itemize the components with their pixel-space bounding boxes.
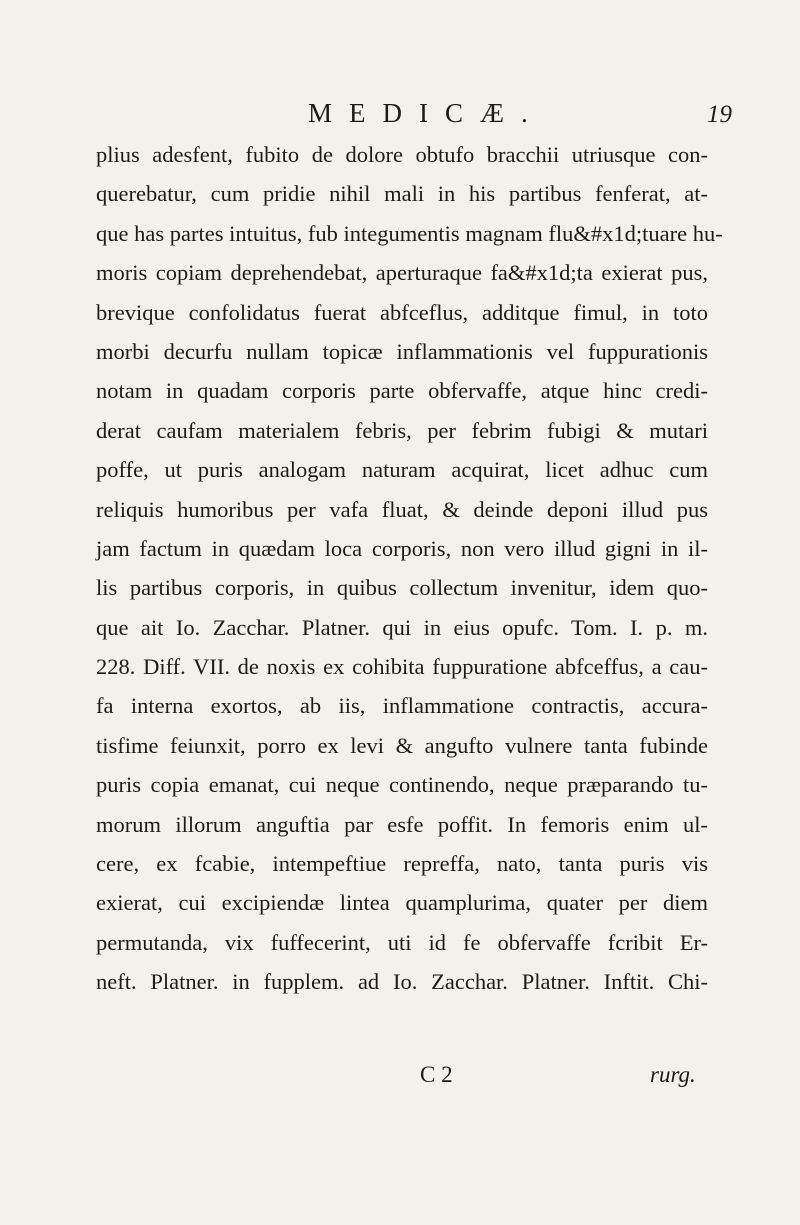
text-line: puris copia emanat, cui neque continendo, neque præparando tu- bbox=[96, 772, 708, 798]
catchword: rurg. bbox=[650, 1062, 696, 1087]
text-line: plius adesfent, fubito de dolore obtufo bracchii utriusque con- bbox=[96, 142, 708, 167]
text-line: tisfime feiunxit, porro ex levi & angufto vulnere tanta fubinde bbox=[96, 732, 708, 758]
text-line: morum illorum anguftia par esfe poffit. In femoris enim ul- bbox=[96, 811, 708, 837]
signature-mark: C 2 bbox=[420, 1062, 453, 1087]
text-line: 228. Diff. VII. de noxis ex cohibita fuppuratione abfceffus, a cau- bbox=[96, 654, 708, 680]
page-footer bbox=[0, 1058, 800, 1092]
text-line: neft. Platner. in fupplem. ad Io. Zacchar. Platner. Inftit. Chi- bbox=[96, 969, 708, 995]
text-line: lis partibus corporis, in quibus collectum invenitur, idem quo- bbox=[96, 575, 708, 601]
running-title: MEDICÆ. bbox=[308, 98, 545, 128]
text-line: permutanda, vix fuffecerint, uti id fe obfervaffe fcribit Er- bbox=[96, 929, 708, 955]
text-line: derat caufam materialem febris, per febrim fubigi & mutari bbox=[96, 417, 708, 443]
text-line: morbi decurfu nullam topicæ inflammationis vel fuppurationis bbox=[96, 338, 708, 364]
text-line: notam in quadam corporis parte obfervaffe, atque hinc credi- bbox=[96, 378, 708, 404]
running-head bbox=[0, 96, 800, 136]
text-line: exierat, cui excipiendæ lintea quamplurima, quater per diem bbox=[96, 890, 708, 916]
text-line: cere, ex fcabie, intempeftiue repreffa, nato, tanta puris vis bbox=[96, 851, 708, 877]
page-number: 19 bbox=[707, 101, 732, 128]
text-line: que ait Io. Zacchar. Platner. qui in eius opufc. Tom. I. p. m. bbox=[96, 614, 708, 640]
text-line: brevique confolidatus fuerat abfceflus, additque fimul, in toto bbox=[96, 299, 708, 325]
text-line: moris copiam deprehendebat, aperturaque fa&#x1d;ta exierat pus, bbox=[96, 260, 708, 286]
text-line: fa interna exortos, ab iis, inflammatione contractis, accura- bbox=[96, 693, 708, 719]
text-line: reliquis humoribus per vafa fluat, & deinde deponi illud pus bbox=[96, 496, 708, 522]
body-text bbox=[96, 135, 723, 1002]
text-line: poffe, ut puris analogam naturam acquirat, licet adhuc cum bbox=[96, 457, 708, 483]
text-line: querebatur, cum pridie nihil mali in his partibus fenferat, at- bbox=[96, 181, 708, 207]
text-line: que has partes intuitus, fub integumentis magnam flu&#x1d;tuare hu- bbox=[96, 220, 723, 246]
text-line: jam factum in quædam loca corporis, non vero illud gigni in il- bbox=[96, 535, 708, 561]
